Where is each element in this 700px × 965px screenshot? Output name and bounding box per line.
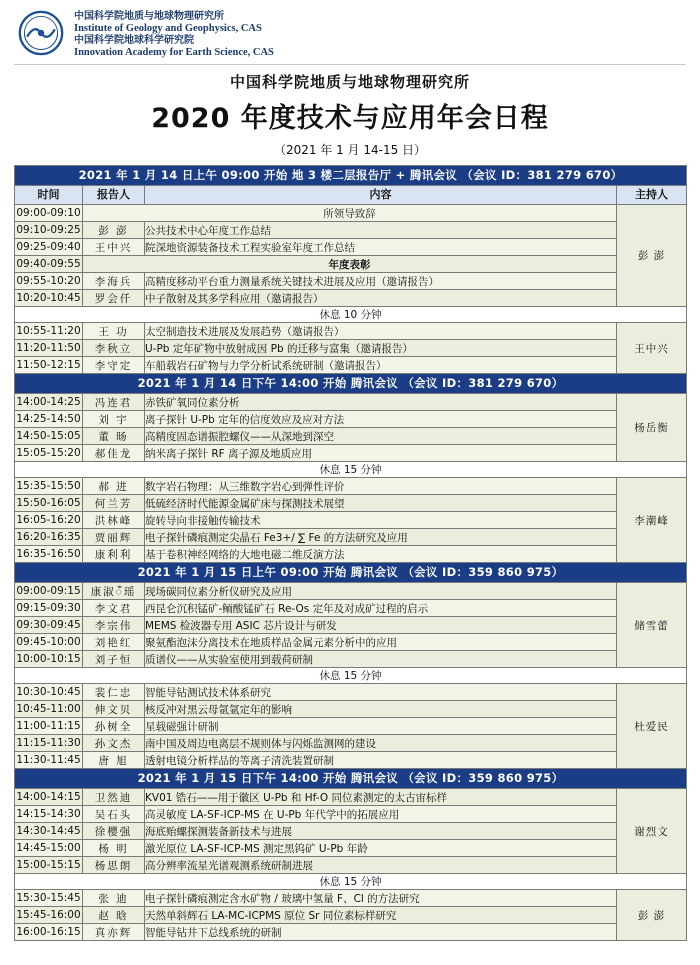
col-header-speaker: 报告人: [83, 186, 145, 205]
row-content: 太空制造技术进展及发展趋势（邀请报告）: [145, 323, 617, 340]
table-row: [15, 789, 687, 806]
table-row: [15, 735, 687, 752]
table-row: [15, 411, 687, 428]
row-time: 15:00-15:15: [15, 857, 83, 874]
row-time: 16:00-16:15: [15, 924, 83, 941]
session-banner-row: [15, 769, 687, 789]
org-name-en-1: Institute of Geology and Geophysics, CAS: [74, 22, 262, 34]
row-host: 李潮峰: [617, 478, 687, 563]
row-speaker: 杨 明: [83, 840, 145, 857]
table-row: [15, 651, 687, 668]
table-row: [15, 340, 687, 357]
row-time: 09:25-09:40: [15, 239, 83, 256]
row-speaker: 王 功: [83, 323, 145, 340]
table-row: [15, 890, 687, 907]
row-time: 11:20-11:50: [15, 340, 83, 357]
row-speaker: 康利利: [83, 546, 145, 563]
row-host: 储雪蕾: [617, 583, 687, 668]
row-speaker: 孙树全: [83, 718, 145, 735]
row-time: 15:35-15:50: [15, 478, 83, 495]
session-banner: 2021 年 1 月 14 日下午 14:00 开始 腾讯会议 （会议 ID：381 279 670）: [15, 374, 687, 394]
row-time: 10:00-10:15: [15, 651, 83, 668]
break-row: [15, 462, 687, 478]
table-row: [15, 222, 687, 239]
row-content: 南中国及周边电离层不规则体与闪烁监测网的建设: [145, 735, 617, 752]
row-time: 11:00-11:15: [15, 718, 83, 735]
row-time: 10:20-10:45: [15, 290, 83, 307]
table-row: [15, 583, 687, 600]
row-speaker: 刘子恒: [83, 651, 145, 668]
row-speaker: 冯连君: [83, 394, 145, 411]
row-content: 聚氨酯泡沫分离技术在地质样品金属元素分析中的应用: [145, 634, 617, 651]
row-speaker: 彭 澎: [83, 222, 145, 239]
row-content: 智能导钻井下总线系统的研制: [145, 924, 617, 941]
table-row: [15, 617, 687, 634]
row-time: 14:50-15:05: [15, 428, 83, 445]
session-banner: 2021 年 1 月 15 日下午 14:00 开始 腾讯会议 （会议 ID：359 860 975）: [15, 769, 687, 789]
row-speaker: 吴石头: [83, 806, 145, 823]
break-label: 休息 10 分钟: [15, 307, 687, 323]
row-time: 14:30-14:45: [15, 823, 83, 840]
row-host: 杨岳衡: [617, 394, 687, 462]
row-speaker: 李守定: [83, 357, 145, 374]
org-name-cn-2: 中国科学院地球科学研究院: [74, 35, 194, 47]
document-main-title: 2020 年度技术与应用年会日程: [151, 103, 549, 135]
table-row: [15, 239, 687, 256]
table-row: [15, 445, 687, 462]
table-row: [15, 546, 687, 563]
row-content: 高灵敏度 LA-SF-ICP-MS 在 U-Pb 年代学中的拓展应用: [145, 806, 617, 823]
table-row: [15, 478, 687, 495]
row-content: 电子探针磷痕测定尖晶石 Fe3+/ ∑ Fe 的方法研究及应用: [145, 529, 617, 546]
row-content: 电子探针磷痕测定含水矿物 / 玻璃中氢量 F、Cl 的方法研究: [145, 890, 617, 907]
row-host: 彭 澎: [617, 890, 687, 941]
row-content: 基于卷积神经网络的大地电磁二维反演方法: [145, 546, 617, 563]
org-name-en-2: Innovation Academy for Earth Science, CAS: [74, 46, 274, 58]
row-speaker: 李宗伟: [83, 617, 145, 634]
row-speaker: 李秋立: [83, 340, 145, 357]
row-host: 杜爱民: [617, 684, 687, 769]
row-content: 年度表彰: [83, 256, 617, 273]
break-row: [15, 307, 687, 323]
row-time: 15:50-16:05: [15, 495, 83, 512]
org-name-cn-1: 中国科学院地质与地球物理研究所: [74, 11, 224, 22]
row-speaker: 王中兴: [83, 239, 145, 256]
row-content: 质谱仪——从实验室使用到载荷研制: [145, 651, 617, 668]
table-row: [15, 752, 687, 769]
row-speaker: 刘 宇: [83, 411, 145, 428]
institute-logo-icon: [18, 10, 64, 56]
session-banner-row: [15, 563, 687, 583]
col-header-host: 主持人: [617, 186, 687, 205]
row-content: 天然单斜辉石 LA-MC-ICPMS 原位 Sr 同位素标样研究: [145, 907, 617, 924]
row-time: 10:45-11:00: [15, 701, 83, 718]
session-banner-row: [15, 166, 687, 186]
row-content: 高精度固态谱振腔螺仪——从深地到深空: [145, 428, 617, 445]
row-speaker: 李海兵: [83, 273, 145, 290]
table-row: [15, 273, 687, 290]
row-speaker: 孙文杰: [83, 735, 145, 752]
row-content: 西昆仑沉积锰矿-鲕酸锰矿石 Re-Os 定年及对成矿过程的启示: [145, 600, 617, 617]
row-time: 11:15-11:30: [15, 735, 83, 752]
document-date-subtitle: （2021 年 1 月 14-15 日）: [273, 143, 427, 158]
row-speaker: 刘艳红: [83, 634, 145, 651]
table-row: [15, 495, 687, 512]
table-row: [15, 634, 687, 651]
row-speaker: 何兰芳: [83, 495, 145, 512]
session-banner: 2021 年 1 月 15 日上午 09:00 开始 腾讯会议 （会议 ID：359 860 975）: [15, 563, 687, 583]
row-content: 高分辨率流星光谱观测系统研制进展: [145, 857, 617, 874]
table-row: [15, 512, 687, 529]
row-time: 15:30-15:45: [15, 890, 83, 907]
row-content: 院深地资源装备技术工程实验室年度工作总结: [145, 239, 617, 256]
row-time: 09:00-09:10: [15, 205, 83, 222]
break-label: 休息 15 分钟: [15, 462, 687, 478]
row-time: 14:45-15:00: [15, 840, 83, 857]
break-label: 休息 15 分钟: [15, 668, 687, 684]
table-row: [15, 205, 687, 222]
title-block: [14, 71, 686, 158]
row-host: 王中兴: [617, 323, 687, 374]
row-time: 09:15-09:30: [15, 600, 83, 617]
table-row: [15, 823, 687, 840]
row-content: 离子探针 U-Pb 定年的信度效应及应对方法: [145, 411, 617, 428]
table-row: [15, 924, 687, 941]
session-banner: 2021 年 1 月 14 日上午 09:00 开始 地 3 楼二层报告厅 + 腾讯会议 （会议 ID：381 279 670）: [15, 166, 687, 186]
row-host: 彭 澎: [617, 205, 687, 307]
row-content: 公共技术中心年度工作总结: [145, 222, 617, 239]
row-content: 高精度移动平台重力测量系统关键技术进展及应用（邀请报告）: [145, 273, 617, 290]
row-speaker: 赵 晗: [83, 907, 145, 924]
session-banner-row: [15, 374, 687, 394]
row-time: 14:25-14:50: [15, 411, 83, 428]
row-time: 10:30-10:45: [15, 684, 83, 701]
row-content: 透射电镜分析样品的等离子清洗装置研制: [145, 752, 617, 769]
row-content: 星载磁强计研制: [145, 718, 617, 735]
row-content: 车船载岩石矿物与力学分析试系统研制（邀请报告）: [145, 357, 617, 374]
row-speaker: 徐樱强: [83, 823, 145, 840]
table-row: [15, 806, 687, 823]
row-content: KV01 锆石——用于徽区 U-Pb 和 Hf-O 同位素测定的太古宙标样: [145, 789, 617, 806]
row-speaker: 罗会仟: [83, 290, 145, 307]
break-label: 休息 15 分钟: [15, 874, 687, 890]
row-content: 旋转导向非接触传输技术: [145, 512, 617, 529]
row-speaker: 杨思朗: [83, 857, 145, 874]
row-time: 16:35-16:50: [15, 546, 83, 563]
row-time: 14:00-14:25: [15, 394, 83, 411]
row-content: 赤铁矿氧同位素分析: [145, 394, 617, 411]
organization-header: [14, 8, 686, 61]
row-content: 智能导钻测试技术体系研究: [145, 684, 617, 701]
row-time: 11:30-11:45: [15, 752, 83, 769]
row-content: 海底贻螺探测装备新技术与进展: [145, 823, 617, 840]
row-time: 16:05-16:20: [15, 512, 83, 529]
table-row: [15, 718, 687, 735]
table-row: [15, 394, 687, 411]
row-speaker: 张 迪: [83, 890, 145, 907]
table-row: [15, 290, 687, 307]
row-time: 09:30-09:45: [15, 617, 83, 634]
row-content: 数字岩石物理：从三维数字岩心到弹性评价: [145, 478, 617, 495]
row-speaker: 郝 进: [83, 478, 145, 495]
table-row: [15, 529, 687, 546]
col-header-content: 内容: [145, 186, 617, 205]
row-speaker: 卫然迪: [83, 789, 145, 806]
row-content: 所领导致辞: [83, 205, 617, 222]
row-speaker: 裴仁忠: [83, 684, 145, 701]
column-header-row: [15, 186, 687, 205]
row-speaker: 贾丽辉: [83, 529, 145, 546]
row-speaker: 郝佳龙: [83, 445, 145, 462]
row-speaker: 李文君: [83, 600, 145, 617]
table-row: [15, 357, 687, 374]
table-row: [15, 857, 687, 874]
row-time: 14:00-14:15: [15, 789, 83, 806]
table-row: [15, 323, 687, 340]
table-row: [15, 907, 687, 924]
break-row: [15, 874, 687, 890]
row-time: 16:20-16:35: [15, 529, 83, 546]
row-content: 核反冲对黑云母氩氩定年的影响: [145, 701, 617, 718]
row-host: 谢烈文: [617, 789, 687, 874]
row-content: 激光原位 LA-SF-ICP-MS 测定黑钨矿 U-Pb 年龄: [145, 840, 617, 857]
row-speaker: 洪林峰: [83, 512, 145, 529]
table-row: [15, 840, 687, 857]
table-row: [15, 600, 687, 617]
row-speaker: 康淑ँ瑶: [83, 583, 145, 600]
row-time: 10:55-11:20: [15, 323, 83, 340]
row-content: 中子散射及其多学科应用（邀请报告）: [145, 290, 617, 307]
row-time: 09:00-09:15: [15, 583, 83, 600]
document-institute-title: 中国科学院地质与地球物理研究所: [229, 73, 470, 92]
row-content: MEMS 检波器专用 ASIC 芯片设计与研发: [145, 617, 617, 634]
row-time: 11:50-12:15: [15, 357, 83, 374]
row-time: 09:40-09:55: [15, 256, 83, 273]
row-content: U-Pb 定年矿物中放射成因 Pb 的迁移与富集（邀请报告）: [145, 340, 617, 357]
row-speaker: 唐 旭: [83, 752, 145, 769]
schedule-table: [14, 165, 687, 941]
row-content: 纳米离子探针 RF 离子源及地质应用: [145, 445, 617, 462]
table-row: [15, 701, 687, 718]
row-content: 低硫经济时代能源金属矿床与探测技术展望: [145, 495, 617, 512]
row-time: 09:10-09:25: [15, 222, 83, 239]
col-header-time: 时间: [15, 186, 83, 205]
row-time: 15:45-16:00: [15, 907, 83, 924]
row-time: 09:45-10:00: [15, 634, 83, 651]
row-speaker: 董 旸: [83, 428, 145, 445]
row-time: 15:05-15:20: [15, 445, 83, 462]
break-row: [15, 668, 687, 684]
header-divider: [14, 64, 686, 65]
table-row: [15, 428, 687, 445]
row-time: 14:15-14:30: [15, 806, 83, 823]
row-content: 现场碳同位素分析仪研究及应用: [145, 583, 617, 600]
row-speaker: 伸文贝: [83, 701, 145, 718]
row-speaker: 真亦辉: [83, 924, 145, 941]
table-row: [15, 684, 687, 701]
row-time: 09:55-10:20: [15, 273, 83, 290]
table-row: [15, 256, 687, 273]
